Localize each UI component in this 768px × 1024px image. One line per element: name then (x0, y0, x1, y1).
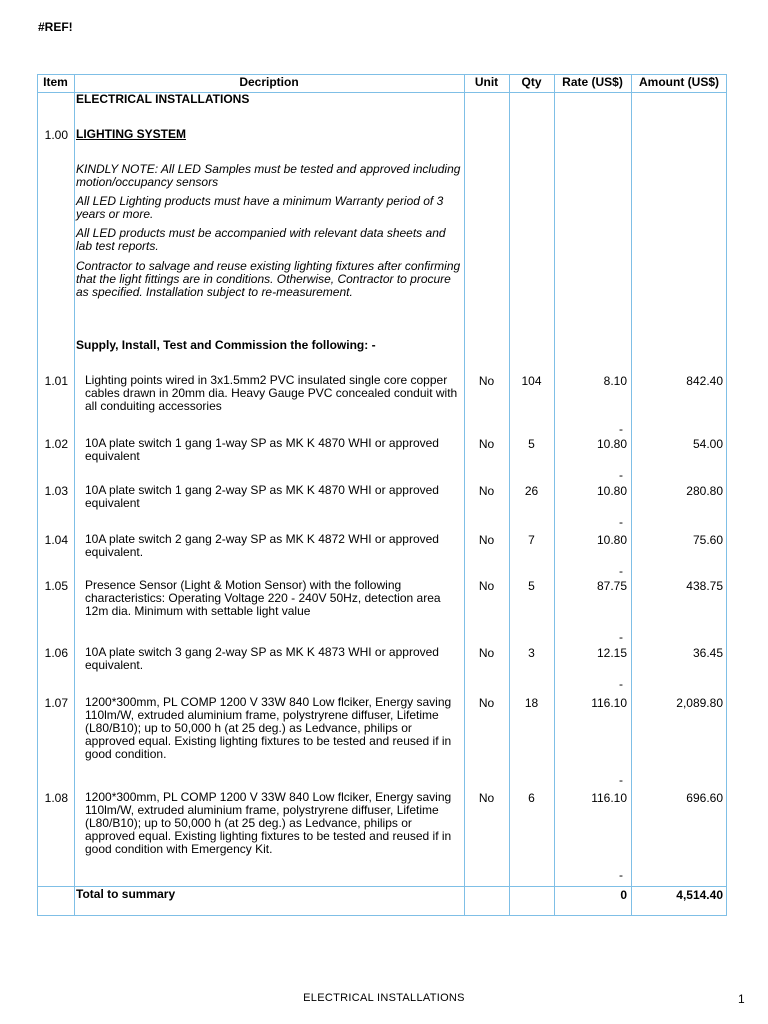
rate-dash: - (619, 564, 623, 578)
item-unit: No (478, 579, 495, 593)
header-qty: Qty (521, 75, 542, 89)
item-qty: 26 (524, 484, 539, 498)
item-number: 1.03 (44, 484, 68, 498)
item-unit: No (478, 533, 495, 547)
item-number: 1.06 (44, 646, 68, 660)
rate-dash: - (619, 773, 623, 787)
item-description: 10A plate switch 1 gang 2-way SP as MK K 4870 WHI or approved equivalent (85, 483, 439, 510)
item-qty: 3 (528, 646, 535, 660)
header-item: Item (43, 75, 68, 89)
note-salvage: Contractor to salvage and reuse existing lighting fixtures after confirming that the light fittings are in conditions. Otherwise, Contractor to procure as specified. Installation subject to re-measurement. (76, 259, 461, 299)
item-amount: 36.45 (692, 646, 723, 660)
item-unit: No (478, 374, 495, 388)
note-warranty: All LED Lighting products must have a minimum Warranty period of 3 years or more. (76, 194, 444, 221)
item-amount: 438.75 (686, 579, 723, 593)
item-qty: 7 (528, 533, 535, 547)
rate-dash: - (619, 868, 623, 882)
item-unit: No (478, 484, 495, 498)
item-rate: 116.10 (591, 791, 627, 805)
footer-title: ELECTRICAL INSTALLATIONS (303, 992, 465, 1004)
section-number: 1.00 (44, 128, 68, 142)
header-rate: Rate (US$) (562, 75, 623, 89)
item-number: 1.02 (44, 437, 68, 451)
item-rate: 12.15 (596, 646, 627, 660)
item-number: 1.01 (44, 374, 68, 388)
note-data-sheets: All LED products must be accompanied with relevant data sheets and lab test reports. (76, 226, 446, 253)
item-unit: No (478, 646, 495, 660)
note-led-samples: KINDLY NOTE: All LED Samples must be tested and approved including motion/occupancy sensors (76, 162, 461, 189)
header-amount: Amount (US$) (639, 75, 719, 89)
item-amount: 2,089.80 (676, 696, 723, 710)
item-qty: 104 (521, 374, 542, 388)
sheet-ref: #REF! (38, 20, 73, 34)
rate-dash: - (619, 630, 623, 644)
total-label: Total to summary (76, 887, 176, 901)
item-number: 1.05 (44, 579, 68, 593)
header-unit: Unit (474, 75, 499, 89)
item-description: 1200*300mm, PL COMP 1200 V 33W 840 Low flciker, Energy saving 110lm/W, extruded aluminium frame, polystryrene diffuser, Lifetime (L80/B10); up to 50,000 h (at 25 deg.) as Ledvance, philips or approved equal. Existing lighting fixtures to be tested and reused if in good condition. (85, 695, 452, 761)
item-rate: 10.80 (596, 533, 627, 547)
item-qty: 5 (528, 579, 535, 593)
item-rate: 10.80 (596, 437, 627, 451)
item-amount: 280.80 (686, 484, 723, 498)
item-number: 1.08 (44, 791, 68, 805)
item-unit: No (478, 437, 495, 451)
item-rate: 8.10 (603, 374, 627, 388)
item-amount: 696.60 (686, 791, 723, 805)
supply-heading: Supply, Install, Test and Commission the following: - (76, 338, 376, 352)
total-amount: 4,514.40 (676, 888, 723, 902)
item-description: Lighting points wired in 3x1.5mm2 PVC insulated single core copper cables drawn in 20mm dia. Heavy Gauge PVC concealed conduit with all conduiting accessories (85, 373, 458, 413)
item-rate: 10.80 (596, 484, 627, 498)
item-rate: 87.75 (596, 579, 627, 593)
lighting-system-heading: LIGHTING SYSTEM (76, 127, 187, 141)
page-number: 1 (738, 992, 745, 1006)
item-number: 1.07 (44, 696, 68, 710)
header-description: Decription (239, 75, 299, 89)
item-qty: 6 (528, 791, 535, 805)
rate-dash: - (619, 677, 623, 691)
item-description: 10A plate switch 2 gang 2-way SP as MK K 4872 WHI or approved equivalent. (85, 532, 439, 559)
section-title: ELECTRICAL INSTALLATIONS (76, 92, 250, 106)
item-amount: 842.40 (686, 374, 723, 388)
item-description: 10A plate switch 1 gang 1-way SP as MK K 4870 WHI or approved equivalent (85, 436, 439, 463)
rate-dash: - (619, 515, 623, 529)
rate-dash: - (619, 468, 623, 482)
item-unit: No (478, 696, 495, 710)
item-qty: 5 (528, 437, 535, 451)
rate-dash: - (619, 422, 623, 436)
total-rate: 0 (620, 888, 627, 902)
item-description: 1200*300mm, PL COMP 1200 V 33W 840 Low flciker, Energy saving 110lm/W, extruded aluminium frame, polystryrene diffuser, Lifetime (L80/B10); up to 50,000 h (at 25 deg.) as Ledvance, philips or approved equal. Existing lighting fixtures to be tested and reused if in good condition with Emergency Kit. (85, 790, 452, 856)
item-rate: 116.10 (591, 696, 627, 710)
item-qty: 18 (524, 696, 539, 710)
item-description: 10A plate switch 3 gang 2-way SP as MK K 4873 WHI or approved equivalent. (85, 645, 439, 672)
item-number: 1.04 (44, 533, 68, 547)
item-description: Presence Sensor (Light & Motion Sensor) with the following characteristics: Operating Voltage 220 - 240V 50Hz, detection area 12m dia. Minimum with settable light value (85, 578, 441, 618)
item-unit: No (478, 791, 495, 805)
item-amount: 75.60 (692, 533, 723, 547)
item-amount: 54.00 (692, 437, 723, 451)
col-divider-item (74, 74, 75, 916)
